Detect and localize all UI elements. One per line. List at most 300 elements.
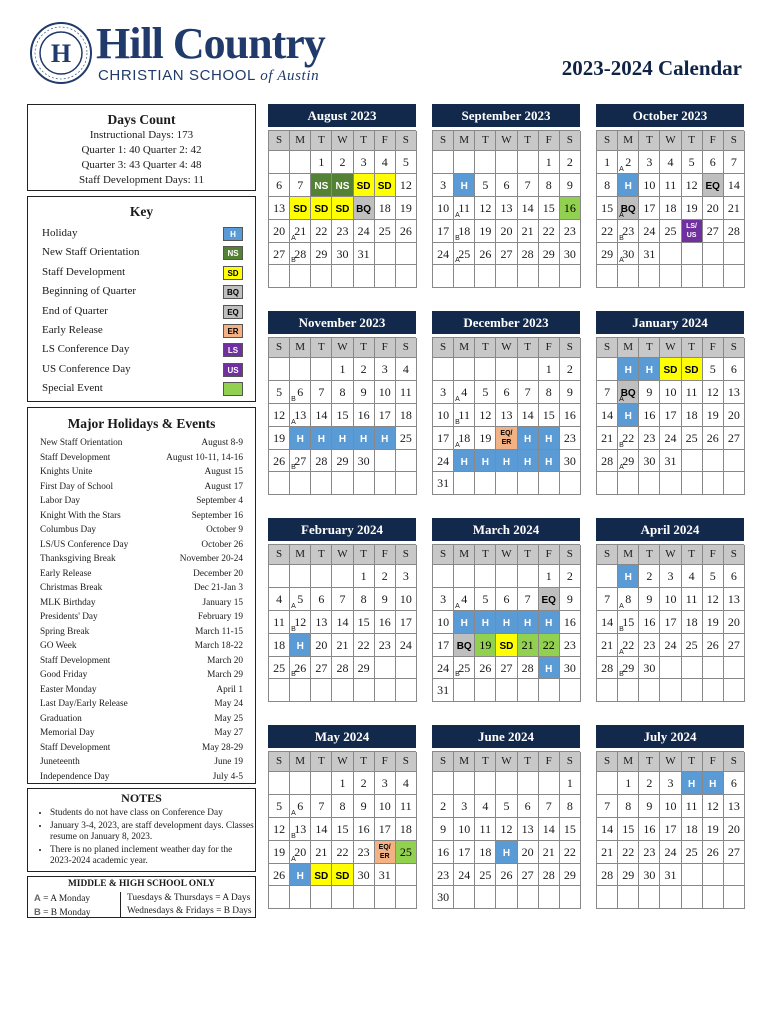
day-cell: 5 [475,588,496,611]
day-cell: 23 [433,864,454,887]
day-cell: 21 [597,427,618,450]
day-cell: 5 [475,381,496,404]
day-cell: 17 [433,220,454,243]
day-cell [311,864,332,887]
day-cell: 24 [660,634,681,657]
day-cell: 11 A [454,197,475,220]
day-cell: 15 [560,818,581,841]
day-cell: 17 [660,404,681,427]
day-cell: 9 [560,381,581,404]
day-cell: 5 [269,381,290,404]
days-count-title: Days Count [107,112,176,127]
event-date: Dec 21-Jan 3 [193,583,243,593]
ab-day-marker: A [455,211,460,219]
weekday-header: S [396,338,417,358]
day-cell: 22 [560,841,581,864]
day-cell: 13 [496,197,517,220]
day-cell: 22 [311,220,332,243]
day-cell: 2 [433,795,454,818]
day-cell: 31 [375,864,396,887]
page-title: 2023-2024 Calendar [561,56,742,80]
key-swatch: NS [223,246,243,260]
day-cell: 16 [433,841,454,864]
day-cell: 15 [597,197,618,220]
day-cell: 15 [354,611,375,634]
empty-cell [518,772,539,795]
day-cell: 11 [682,381,703,404]
day-cell: 12 [396,174,417,197]
days-count-line: Quarter 3: 43 Quarter 4: 48 [81,159,202,171]
empty-cell [560,679,581,702]
day-cell: 6 [269,174,290,197]
event-date: May 25 [214,713,243,724]
weekday-header: T [311,131,332,151]
day-cell [682,358,703,381]
empty-cell [311,565,332,588]
weekday-header: M [618,752,639,772]
weekday-header: T [354,131,375,151]
days-count-line: Instructional Days: 173 [89,129,194,141]
day-cell: 2 [354,358,375,381]
key-item [28,302,255,321]
empty-cell [433,772,454,795]
day-cell: 14 [539,818,560,841]
day-cell: 10 [660,588,681,611]
key-item-label: US Conference Day [42,362,131,375]
month-title: October 2023 [596,104,744,127]
day-cell: 23 [639,634,660,657]
day-cell: 18 [660,197,681,220]
day-mark: NS [335,180,350,192]
empty-cell [454,679,475,702]
empty-cell [639,265,660,288]
day-mark: H [545,433,553,445]
empty-cell [597,886,618,909]
days-count-line: Staff Development Days: 11 [79,174,204,186]
day-mark: 19 [479,637,492,652]
day-cell: 25 B [454,657,475,680]
day-mark: SD [314,203,329,215]
key-item-label: End of Quarter [42,304,108,317]
day-cell: 10 [660,381,681,404]
day-cell: 2 A [618,151,639,174]
day-mark: 25 [399,844,412,859]
day-cell: 30 [354,450,375,473]
empty-cell [375,679,396,702]
key-swatch [223,382,243,396]
events-box [27,407,256,784]
weekday-header: W [332,131,353,151]
day-cell [332,864,353,887]
day-cell: 12 [703,381,724,404]
day-cell: 13 [311,611,332,634]
event-row [28,480,255,495]
ab-day-marker: B [619,671,624,679]
weekday-header: S [269,338,290,358]
weekday-header: M [454,545,475,565]
day-mark: H [687,779,696,790]
empty-cell [682,679,703,702]
day-mark: SD [356,180,371,192]
day-cell: 25 [475,864,496,887]
day-cell [618,404,639,427]
day-cell: 12 [475,197,496,220]
empty-cell [539,886,560,909]
day-cell: 25 [660,220,681,243]
empty-cell [290,358,311,381]
day-cell: 13 A [290,404,311,427]
day-cell: 28 [597,864,618,887]
day-mark: H [523,617,532,629]
day-cell: 31 [639,243,660,266]
day-cell: 24 [639,220,660,243]
ab-day-marker: A [291,234,296,242]
weekday-header: T [354,338,375,358]
day-cell: 29 [618,864,639,887]
empty-cell [639,472,660,495]
empty-cell [703,657,724,680]
day-cell: 27 [724,634,745,657]
weekday-header: S [396,131,417,151]
key-box [27,196,256,402]
day-cell: 24 [433,450,454,473]
day-cell: 5 [682,151,703,174]
day-mark: BQ [620,203,636,215]
day-cell: 30 [639,864,660,887]
empty-cell [332,472,353,495]
day-cell: 9 [560,174,581,197]
event-row [28,668,255,683]
day-cell: 4 [682,565,703,588]
day-cell: 26 [269,864,290,887]
weekday-header: T [475,338,496,358]
day-mark: H [545,663,553,675]
day-cell: 2 [560,565,581,588]
day-mark: H [502,617,511,629]
ab-day-marker: B [455,234,460,242]
event-name: Presidents' Day [40,612,98,622]
empty-cell [375,472,396,495]
day-cell: 13 B [290,818,311,841]
event-row [28,494,255,509]
day-cell: 3 [375,772,396,795]
event-name: Good Friday [40,670,88,680]
day-cell: 24 [396,634,417,657]
event-row [28,465,255,480]
day-cell: 24 [354,220,375,243]
day-cell: 6 [703,151,724,174]
day-cell: 15 [618,818,639,841]
month-title: December 2023 [432,311,580,334]
day-cell: 17 [396,611,417,634]
day-cell: 14 [724,174,745,197]
day-mark: LS/ US [686,222,697,239]
weekday-header: S [269,752,290,772]
weekday-header: W [660,545,681,565]
key-swatch: SD [223,266,243,280]
day-cell: 31 [660,450,681,473]
empty-cell [703,243,724,266]
day-cell: 11 [682,795,703,818]
empty-cell [703,472,724,495]
empty-cell [724,243,745,266]
day-cell: 23 [560,427,581,450]
day-cell [682,772,703,795]
key-swatch: H [223,227,243,241]
day-cell: 29 B [618,657,639,680]
empty-cell [311,358,332,381]
weekday-header: T [518,338,539,358]
day-cell: 7 [518,174,539,197]
empty-cell [396,886,417,909]
empty-cell [269,772,290,795]
key-swatch: US [223,363,243,377]
key-item-label: Early Release [42,323,103,336]
empty-cell [724,679,745,702]
event-date: August 8-9 [201,438,243,448]
weekday-header: T [518,545,539,565]
event-row [28,523,255,538]
weekday-header: W [332,752,353,772]
empty-cell [396,472,417,495]
empty-cell [724,886,745,909]
weekday-header: S [433,338,454,358]
day-cell: 12 [269,404,290,427]
day-cell: 7 [518,381,539,404]
empty-cell [518,472,539,495]
empty-cell [597,472,618,495]
empty-cell [682,265,703,288]
day-cell: 13 [724,381,745,404]
ab-day-marker: B [291,395,296,403]
weekday-header: S [433,545,454,565]
day-cell: 10 [375,795,396,818]
weekday-header: S [269,545,290,565]
day-cell [618,381,639,404]
weekday-header: T [639,338,660,358]
day-cell: 18 A [454,427,475,450]
day-cell: 13 [496,404,517,427]
month-title: July 2024 [596,725,744,748]
day-cell: 24 [433,657,454,680]
empty-cell [560,472,581,495]
empty-cell [433,358,454,381]
key-swatch: ER [223,324,243,338]
school-seal-logo [30,22,92,84]
day-mark: H [624,180,632,192]
event-name: Staff Development [40,655,111,666]
weekday-header: T [518,131,539,151]
day-cell [332,174,353,197]
empty-cell [518,886,539,909]
weekday-header: W [496,131,517,151]
weekday-header: T [639,131,660,151]
empty-cell [518,151,539,174]
empty-cell [311,472,332,495]
empty-cell [433,565,454,588]
day-cell: 3 [454,795,475,818]
day-cell: 25 [396,427,417,450]
day-cell: 10 [639,174,660,197]
weekday-header: F [539,131,560,151]
day-cell [290,864,311,887]
day-cell: 28 [311,450,332,473]
day-mark: H [460,456,468,468]
day-cell [454,450,475,473]
empty-cell [618,679,639,702]
event-name: First Day of School [40,481,114,492]
day-cell: 2 [639,772,660,795]
empty-cell [539,265,560,288]
empty-cell [269,886,290,909]
empty-cell [703,679,724,702]
day-cell [311,427,332,450]
weekday-header: T [475,131,496,151]
empty-cell [682,657,703,680]
day-cell: 21 [311,841,332,864]
ab-day-marker: A [619,395,624,403]
day-cell: 30 A [618,243,639,266]
day-cell: 25 [375,220,396,243]
empty-cell [454,265,475,288]
day-cell [618,197,639,220]
day-cell: 4 A [454,588,475,611]
day-cell: 18 [682,404,703,427]
ab-day-marker: A [291,809,296,817]
empty-cell [539,679,560,702]
day-cell [539,634,560,657]
event-row [28,697,255,712]
empty-cell [518,565,539,588]
empty-cell [290,679,311,702]
key-item-label: Beginning of Quarter [42,285,137,298]
empty-cell [290,565,311,588]
empty-cell [539,772,560,795]
event-name: Knights Unite [40,467,93,477]
day-mark: BQ [356,203,372,215]
day-cell: 19 [396,197,417,220]
day-cell: 19 [703,404,724,427]
day-cell: 15 [332,818,353,841]
ab-day-marker: A [619,648,624,656]
month-calendar [432,725,580,909]
day-cell: 3 [639,151,660,174]
key-item-label: Holiday [42,227,78,239]
event-row [28,654,255,669]
empty-cell [290,151,311,174]
day-cell: 17 [639,197,660,220]
day-cell [660,358,681,381]
day-cell [454,174,475,197]
empty-cell [454,358,475,381]
event-name: LS/US Conference Day [40,539,129,550]
empty-cell [375,265,396,288]
day-cell: 26 [475,243,496,266]
empty-cell [475,679,496,702]
empty-cell [454,565,475,588]
school-name: Hill Country [96,19,325,68]
day-cell: 19 [475,427,496,450]
day-cell: 17 [454,841,475,864]
ab-day-marker: B [619,234,624,242]
empty-cell [269,265,290,288]
weekday-header: S [433,131,454,151]
weekday-header: S [597,752,618,772]
ab-day-marker: A [619,257,624,265]
empty-cell [396,657,417,680]
key-item [28,224,255,243]
day-cell [290,197,311,220]
ab-day-marker: A [619,602,624,610]
key-swatch: BQ [223,285,243,299]
day-cell: 15 B [618,611,639,634]
note-item: • January 3-4, 2023, are staff development days. Classes resume on January 8, 2023. [50,821,255,844]
event-name: Thanksgiving Break [40,554,116,564]
day-cell: 7 [332,588,353,611]
empty-cell [518,358,539,381]
day-mark: 22 [542,637,555,652]
weekday-header: S [724,338,745,358]
empty-cell [269,565,290,588]
day-cell: 30 [332,243,353,266]
day-cell: 22 [597,220,618,243]
day-mark: H [624,410,632,422]
empty-cell [496,565,517,588]
empty-cell [496,679,517,702]
event-name: MLK Birthday [40,597,96,608]
day-cell: 19 [703,818,724,841]
day-mark: EQ/ ER [378,843,391,860]
ab-day-marker: A [455,257,460,265]
ab-day-marker: A [619,165,624,173]
empty-cell [454,472,475,495]
ab-day-marker: A [619,464,624,472]
empty-cell [724,265,745,288]
key-title: Key [129,204,154,219]
weekday-header: S [396,752,417,772]
ab-day-marker: B [291,464,296,472]
day-cell: 3 [396,565,417,588]
day-cell: 1 [618,772,639,795]
weekday-header: T [311,752,332,772]
weekday-header: W [496,338,517,358]
event-name: Memorial Day [40,728,95,738]
day-cell: 6 [724,772,745,795]
month-title: September 2023 [432,104,580,127]
event-date: August 10-11, 14-16 [166,452,243,463]
day-cell: 15 [332,404,353,427]
month-title: March 2024 [432,518,580,541]
day-cell: 6 [496,588,517,611]
day-mark: SD [684,365,699,376]
month-title: February 2024 [268,518,416,541]
empty-cell [475,565,496,588]
day-cell: 29 A [618,450,639,473]
day-mark: H [296,433,304,445]
day-cell: 18 [396,818,417,841]
day-cell: 12 [496,818,517,841]
day-cell [539,588,560,611]
day-cell: 17 [375,818,396,841]
ab-day-marker: B [291,832,296,840]
weekday-header: M [454,338,475,358]
empty-cell [703,265,724,288]
day-mark: BQ [620,387,636,399]
day-mark: H [296,640,304,652]
day-cell: 29 [560,864,581,887]
day-cell: 5 [396,151,417,174]
day-cell: 2 [560,151,581,174]
